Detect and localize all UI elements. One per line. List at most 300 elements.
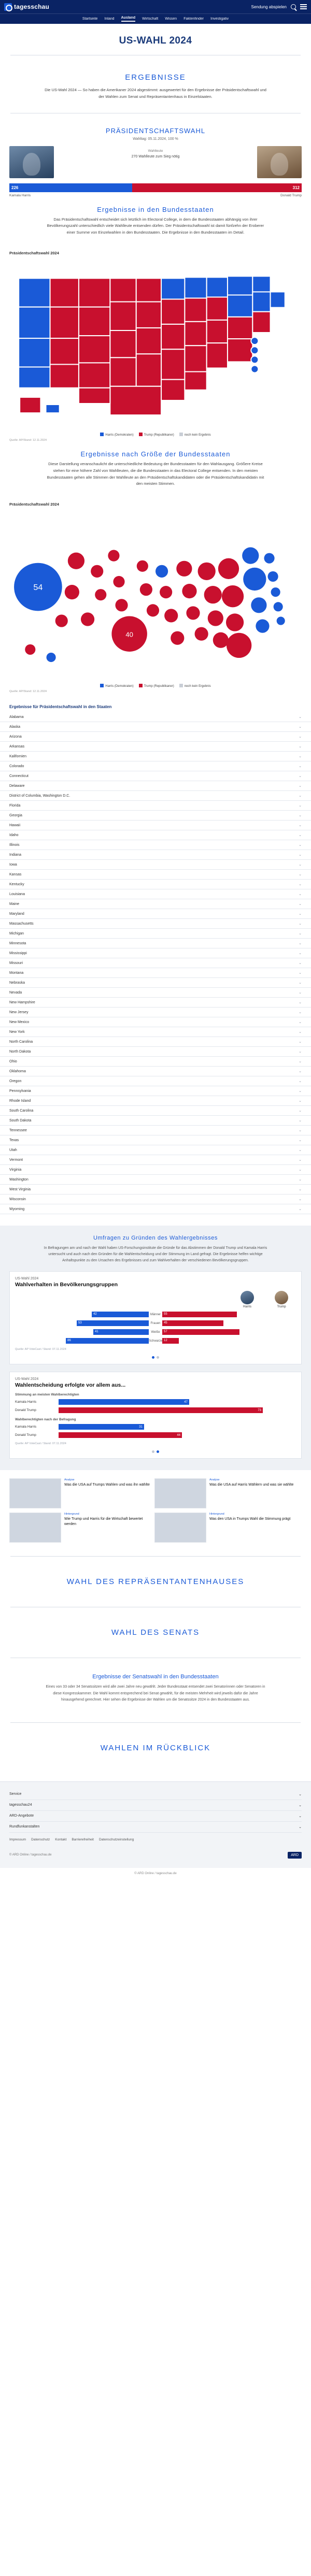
chevron-down-icon: ⌄ [299,1207,302,1212]
electoral-bar [9,183,302,192]
chevron-down-icon: ⌄ [299,804,302,808]
chart2-title: Wahlentscheidung erfolgte vor allem aus... [15,1382,126,1389]
teaser-thumbnail [154,1513,206,1543]
state-row[interactable] [0,761,311,771]
top-bar-right [251,4,307,9]
state-name: South Carolina [9,1109,34,1113]
size-map-text-wrap [0,461,311,495]
state-row[interactable] [0,909,311,919]
nav-item-faktenfinder[interactable]: Faktenfinder [183,17,204,21]
bottom-copyright: © ARD Online / tagesschau.de [134,1872,177,1875]
footer-section-row[interactable] [9,1811,302,1822]
size-map[interactable] [9,509,302,681]
trump-name: Donald Trump [280,193,302,197]
state-row[interactable] [0,939,311,948]
state-row[interactable] [0,968,311,978]
nav-item-wissen[interactable]: Wissen [165,17,177,21]
surveys-intro: In Befragungen am und nach der Wahl haben US-Forschungsinstitute die Gründe für das Abstimmen der Donald Trump und Kamala Harris untersucht und auch nach den Gründen für die Wahlentscheidung und der Stimmung im Land gefragt. Die Ergebnisse helfen wichtige Anhaltspunkte zu den Ursachen des Ergebnisses und zum Wahlverhalten der verschiedenen Bevölkerungsgruppen. [44,1246,267,1263]
chevron-down-icon: ⌄ [299,981,302,985]
chart2-row-harris-2 [15,1424,296,1430]
state-row[interactable] [0,850,311,860]
chevron-down-icon: ⌄ [299,1011,302,1015]
state-name: West Virginia [9,1187,31,1191]
chevron-down-icon: ⌄ [299,1188,302,1192]
carousel-dots-1[interactable] [15,1356,296,1359]
state-row[interactable] [0,948,311,958]
teaser-thumbnail [9,1478,61,1508]
state-name: Wisconsin [9,1197,26,1201]
state-name: Maryland [9,912,24,916]
state-name: North Carolina [9,1040,33,1044]
state-name: Iowa [9,862,17,867]
chevron-down-icon: ⌄ [299,893,302,897]
teaser-kicker: Hintergrund [64,1513,79,1516]
state-row[interactable] [0,1126,311,1135]
size-map-heading: Ergebnisse nach Größe der Bundesstaaten [80,450,231,458]
brand[interactable] [4,3,49,11]
state-row[interactable] [0,791,311,801]
chevron-down-icon: ⌄ [299,902,302,906]
harris-legend-label: Harris [243,1305,251,1309]
states-map-text-wrap [0,217,311,243]
footer-section-label: ARD-Angebote [9,1814,34,1818]
bar-value: 53 [78,1321,82,1325]
svg-text:54: 54 [33,583,43,593]
bar-value: 31 [59,1424,144,1430]
chevron-down-icon: ⌄ [299,952,302,956]
state-name: Illinois [9,843,20,847]
teaser-title: Was die USA auf Harris Wählern und was sie wählte [209,1483,294,1487]
chevron-down-icon: ⌄ [299,1050,302,1054]
size-map-label: Präsidentschaftswahl 2024 [9,502,59,507]
teaser-item[interactable] [9,1478,150,1508]
state-row[interactable] [0,1145,311,1155]
state-name: Alaska [9,725,21,729]
state-name: Delaware [9,784,25,788]
state-name: Nebraska [9,981,25,985]
state-row[interactable] [0,958,311,968]
nav-item-ausland[interactable]: Ausland [121,16,136,22]
state-row[interactable] [0,1135,311,1145]
chevron-down-icon: ⌄ [299,1158,302,1162]
electoral-bar-trump: 312 [132,183,302,192]
chart2-source: Quelle: AP VoteCast / Stand: 07.11.2024 [15,1442,66,1446]
state-row[interactable] [0,1175,311,1185]
state-name: Washington [9,1177,29,1182]
teaser-kicker: Hintergrund [209,1513,224,1516]
chevron-down-icon: ⌄ [299,1070,302,1074]
senate-heading: WAHL DES SENATS [111,1628,200,1637]
chart1-row-maenner [15,1312,296,1317]
teaser-item[interactable] [154,1478,295,1508]
nav-item-investigativ[interactable]: Investigativ [210,17,229,21]
chevron-down-icon: ⌄ [299,794,302,798]
svg-text:40: 40 [125,630,133,639]
chevron-down-icon: ⌄ [299,784,302,788]
state-name: Pennsylvania [9,1089,31,1093]
chart1-row-frauen [15,1320,296,1326]
chevron-down-icon: ⌄ [299,843,302,847]
footer-link-datenschutz[interactable]: Datenschutz [31,1837,50,1841]
state-name: Rhode Island [9,1099,31,1103]
main-nav [0,13,311,24]
search-icon[interactable] [291,4,296,9]
chevron-down-icon: ⌄ [299,922,302,926]
bar-category: Schwarze [149,1339,163,1343]
state-row[interactable] [0,1017,311,1027]
chevron-down-icon: ⌄ [299,942,302,946]
state-row[interactable] [0,988,311,998]
electoral-bar-names [9,194,302,197]
state-row[interactable] [0,771,311,781]
state-name: Kansas [9,872,22,876]
state-name: Michigan [9,931,24,936]
chevron-down-icon: ⌄ [299,863,302,867]
state-name: New York [9,1030,25,1034]
state-row[interactable] [0,899,311,909]
states-map-heading: Ergebnisse in den Bundesstaaten [97,205,214,213]
bar-value: 86 [67,1339,71,1343]
state-name: New Hampshire [9,1000,35,1004]
house-heading: WAHL DES REPRÄSENTANTENHAUSES [66,1577,245,1587]
chevron-down-icon: ⌄ [299,755,302,759]
chart2-footer [15,1442,296,1445]
chevron-down-icon: ⌄ [299,1198,302,1202]
state-row[interactable] [0,978,311,988]
retro-section [0,1728,311,1768]
teaser-item[interactable] [9,1513,150,1543]
footer [0,1781,311,1868]
state-name: Wyoming [9,1207,25,1211]
chart2-row-trump-1 [15,1407,296,1413]
state-row[interactable] [0,732,311,742]
chart1-legend-trump [271,1291,292,1308]
legend-harris: Harris (Demokraten) [100,433,133,437]
chevron-down-icon: ⌄ [299,1168,302,1172]
teaser-grid [0,1470,311,1551]
chart-card-voting-groups [9,1271,302,1364]
teaser-thumbnail [9,1513,61,1543]
bar-category: Kamala Harris [15,1425,37,1429]
us-map-svg [9,257,302,429]
state-row[interactable] [0,712,311,722]
chevron-down-icon: ⌄ [299,1099,302,1103]
state-row[interactable] [0,1185,311,1195]
state-row[interactable] [0,1116,311,1126]
presidential-subtitle: Wahltag: 05.11.2024, 100 % [133,137,178,141]
divider-3 [10,1556,301,1557]
surveys-heading: Umfragen zu Gründen des Wahlergebnisses [93,1235,218,1242]
teaser-title: Was die USA auf Trumps Wahlen und was ihn wählte [64,1483,150,1487]
state-name: Minnesota [9,941,26,945]
house-section [0,1562,311,1602]
state-name: Hawaii [9,823,21,827]
size-map-caption: Quelle: AP/Stand: 12.11.2024 [9,690,47,694]
state-row[interactable] [0,870,311,880]
state-name: Kalifornien [9,754,27,758]
size-map-legend [0,684,311,688]
chevron-down-icon: ⌄ [299,833,302,838]
state-name: Tennessee [9,1128,27,1132]
carousel-dots-2[interactable] [15,1450,296,1453]
chart1-source: Quelle: AP VoteCast / Stand: 07.11.2024 [15,1348,66,1351]
chevron-down-icon: ⌄ [299,912,302,916]
state-name: Montana [9,971,24,975]
state-name: Kentucky [9,882,24,886]
state-row[interactable] [0,889,311,899]
state-row[interactable] [0,1047,311,1057]
bar-value: 12 [164,1339,167,1343]
chevron-down-icon: ⌄ [299,1089,302,1093]
state-row[interactable] [0,1086,311,1096]
chevron-down-icon: ⌄ [299,774,302,779]
candidate-photo-harris [9,146,54,178]
chart2-kicker: US-Wahl 2024 [15,1377,39,1381]
candidate-photo-trump [257,146,302,178]
results-heading: ERGEBNISSE [125,73,186,82]
chart2-group2-label: Wahlberechtigten nach der Befragung [15,1418,76,1422]
harris-name: Kamala Harris [9,193,31,197]
state-row[interactable] [0,811,311,821]
bar-category: Kamala Harris [15,1400,37,1404]
footer-section-row[interactable] [9,1789,302,1800]
state-name: Connecticut [9,774,29,778]
state-row[interactable] [0,742,311,752]
state-name: Idaho [9,833,19,837]
states-map[interactable] [9,257,302,429]
chart2-group1-label: Stimmung an meisten Wahlberechtigten [15,1393,79,1397]
bar-value: 55 [164,1313,167,1316]
teaser-title: Wie Trump und Harris für die Wirtschaft bewertet werden [64,1517,143,1526]
state-row[interactable] [0,1204,311,1214]
states-map-text: Das Präsidentschaftswahl entscheidet sich letztlich im Electoral College, in dem die Bundesstaaten abhängig von ihrer Bevölkerungszahl unterschiedlich viele Wahlleute entsenden dürfen. Der Präsidentschaftswahl ist damit fünfzehn der Eroberer einer Summe von Einzelwahlen in den Bundesstaaten. Die Ergebnisse in den Bundesstaaten im Detail. [47,217,264,235]
candidate-harris[interactable] [9,146,54,178]
dot-2[interactable] [157,1450,159,1453]
bar-value: 47 [59,1399,189,1405]
chart1-kicker: US-Wahl 2024 [15,1277,39,1281]
state-name: Colorado [9,764,24,768]
chevron-down-icon: ⌄ [299,1020,302,1025]
state-row[interactable] [0,1037,311,1047]
chevron-down-icon: ⌄ [299,1030,302,1034]
size-map-header [0,442,311,461]
top-bar [0,0,311,13]
chevron-down-icon: ⌄ [299,1129,302,1133]
bar-value: 44 [59,1432,182,1438]
retro-heading: WAHLEN IM RÜCKBLICK [100,1743,211,1752]
chevron-down-icon: ⌄ [299,765,302,769]
legend-none-2: noch kein Ergebnis [179,684,211,688]
presidential-header [0,119,311,144]
state-name: Massachusetts [9,922,34,926]
senate-states-text: Eines von 33 oder 34 Senatssitzen wird alle zwei Jahre neu gewählt. Jeder Bundesstaat entsendet zwei Senatorinnen oder Senatoren in diese Kongresskammer. Die Wahl kommt entsprechend bei Senat gewählt, für die meisten Mehrheit wird jeweils dafür die Jahre hinausgehend gerechnet. Hier sehen die Ergebnisse der Wahlen um die Senatssitze 2024 in den Bundesstaaten aus. [46,1685,265,1702]
chevron-down-icon: ⌄ [299,1814,302,1818]
chevron-down-icon: ⌄ [299,725,302,729]
chevron-down-icon: ⌄ [299,932,302,936]
chevron-down-icon: ⌄ [299,873,302,877]
state-row[interactable] [0,1067,311,1076]
chevron-down-icon: ⌄ [299,1825,302,1829]
state-name: Missouri [9,961,23,965]
state-name: Alabama [9,715,24,719]
hamburger-icon[interactable] [300,4,307,9]
teaser-kicker: Analyse [209,1478,220,1482]
harris-avatar [241,1291,254,1304]
footer-section-label: Rundfunkanstalten [9,1825,40,1829]
state-row[interactable] [0,1076,311,1086]
page-title: US-WAHL 2024 [119,35,192,46]
state-list-title: Ergebnisse für Präsidentschaftswahl in den Staaten [9,704,112,710]
chevron-down-icon: ⌄ [299,824,302,828]
footer-link-datenschutzeinstellung[interactable]: Datenschutzeinstellung [98,1837,134,1841]
chevron-down-icon: ⌄ [299,853,302,857]
legend-none: noch kein Ergebnis [179,433,211,437]
state-row[interactable] [0,1096,311,1106]
state-row[interactable] [0,840,311,850]
teaser-kicker: Analyse [64,1478,75,1482]
bar-value: 57 [164,1330,167,1334]
dot-2[interactable] [157,1356,159,1359]
candidate-trump[interactable] [257,146,302,178]
chevron-down-icon: ⌄ [299,735,302,739]
state-name: Virginia [9,1168,22,1172]
state-row[interactable] [0,752,311,761]
ard-logo[interactable]: ARD [288,1852,302,1859]
state-row[interactable] [0,860,311,870]
chevron-down-icon: ⌄ [299,961,302,966]
dot-1[interactable] [152,1450,154,1453]
state-row[interactable] [0,919,311,929]
dot-1[interactable] [152,1356,154,1359]
bar-category: Männer [150,1313,161,1316]
trump-legend-label: Trump [277,1305,286,1309]
senate-states-section [0,1663,311,1717]
state-name: Utah [9,1148,17,1152]
bar-category: Weiße [151,1330,160,1334]
divider-6 [10,1722,301,1723]
brand-name: tagesschau [14,3,50,10]
footer-copyright: © ARD Online / tagesschau.de [9,1853,52,1857]
teaser-item[interactable] [154,1513,295,1543]
chart1-footer [15,1348,296,1351]
chart2-row-harris-1 [15,1399,296,1405]
senate-section [0,1613,311,1652]
state-name: Arizona [9,735,22,739]
state-row[interactable] [0,1155,311,1165]
presidential-heading: PRÄSIDENTSCHAFTSWAHL [105,126,206,135]
footer-link-barrierefreiheit[interactable]: Barrierefreiheit [72,1837,94,1841]
state-row[interactable] [0,929,311,939]
nav-item-startseite[interactable]: Startseite [82,17,98,21]
candidates-row [0,144,311,178]
legend-harris-2: Harris (Demokraten) [100,684,133,688]
chevron-down-icon: ⌄ [299,1060,302,1064]
bar-category: Donald Trump [15,1408,36,1413]
state-row[interactable] [0,722,311,732]
chevron-down-icon: ⌄ [299,1792,302,1796]
state-row[interactable] [0,821,311,830]
chevron-down-icon: ⌄ [299,1040,302,1044]
chevron-down-icon: ⌄ [299,1148,302,1153]
electoral-label: Wahlleute [148,149,163,153]
states-map-caption: Quelle: AP/Stand: 12.11.2024 [9,439,47,442]
surveys-section [0,1226,311,1470]
chevron-down-icon: ⌄ [299,1803,302,1807]
states-map-label: Präsidentschaftswahl 2024 [9,250,59,255]
state-row[interactable] [0,830,311,840]
state-name: Indiana [9,853,21,857]
map-legend [0,433,311,437]
footer-link-kontakt[interactable]: Kontakt [55,1837,67,1841]
state-row[interactable] [0,1195,311,1204]
footer-section-row[interactable] [9,1822,302,1833]
chart-card-decision-reasons [9,1372,302,1459]
live-label[interactable]: Sendung abspielen [251,4,287,9]
chart1-legend-harris [237,1291,258,1308]
chart1-legend [15,1291,296,1308]
chart2-row-trump-2 [15,1432,296,1438]
chevron-down-icon: ⌄ [299,1119,302,1123]
state-row[interactable] [0,1057,311,1067]
chevron-down-icon: ⌄ [299,1001,302,1005]
chevron-down-icon: ⌄ [299,1139,302,1143]
chevron-down-icon: ⌄ [299,971,302,975]
state-name: Nevada [9,990,22,995]
chevron-down-icon: ⌄ [299,1109,302,1113]
legend-trump-2: Trump (Republikaner) [139,684,174,688]
state-name: Vermont [9,1158,23,1162]
state-name: Oklahoma [9,1069,26,1073]
electoral-bar-harris: 226 [9,183,132,192]
nav-item-inland[interactable]: Inland [104,17,115,21]
chart1-title: Wahlverhalten in Bevölkerungsgruppen [15,1282,118,1288]
state-row[interactable] [0,1106,311,1116]
state-row[interactable] [0,781,311,791]
nav-item-wirtschaft[interactable]: Wirtschaft [142,17,159,21]
teaser-thumbnail [154,1478,206,1508]
teaser-title: Was den USA in Trumps Wahl die Stimmung prägt [209,1517,291,1521]
state-name: South Dakota [9,1118,32,1122]
needed-label: 270 Wahlleute zum Sieg nötig [131,154,180,159]
chevron-down-icon: ⌄ [299,745,302,749]
state-row[interactable] [0,1165,311,1175]
state-name: Mississippi [9,951,27,955]
state-row[interactable] [0,801,311,811]
bar-value: 42 [93,1313,97,1316]
footer-link-impressum[interactable]: Impressum [9,1837,26,1841]
state-row[interactable] [0,998,311,1008]
state-name: New Mexico [9,1020,30,1024]
chart1-row-weisse [15,1329,296,1335]
state-row[interactable] [0,1027,311,1037]
results-band [0,61,311,108]
state-row[interactable] [0,1008,311,1017]
state-name: North Dakota [9,1049,31,1054]
state-name: Ohio [9,1059,17,1063]
state-row[interactable] [0,880,311,889]
footer-section-row[interactable] [9,1800,302,1811]
bar-value: 73 [59,1407,263,1413]
footer-section-label: tagesschau24 [9,1803,32,1807]
state-name: Maine [9,902,20,906]
tagesschau-logo-icon [4,3,12,11]
trump-avatar [275,1291,288,1304]
state-name: Louisiana [9,892,25,896]
legend-trump: Trump (Republikaner) [139,433,174,437]
chevron-down-icon: ⌄ [299,883,302,887]
candidates-middle [56,146,255,159]
state-name: Oregon [9,1079,22,1083]
